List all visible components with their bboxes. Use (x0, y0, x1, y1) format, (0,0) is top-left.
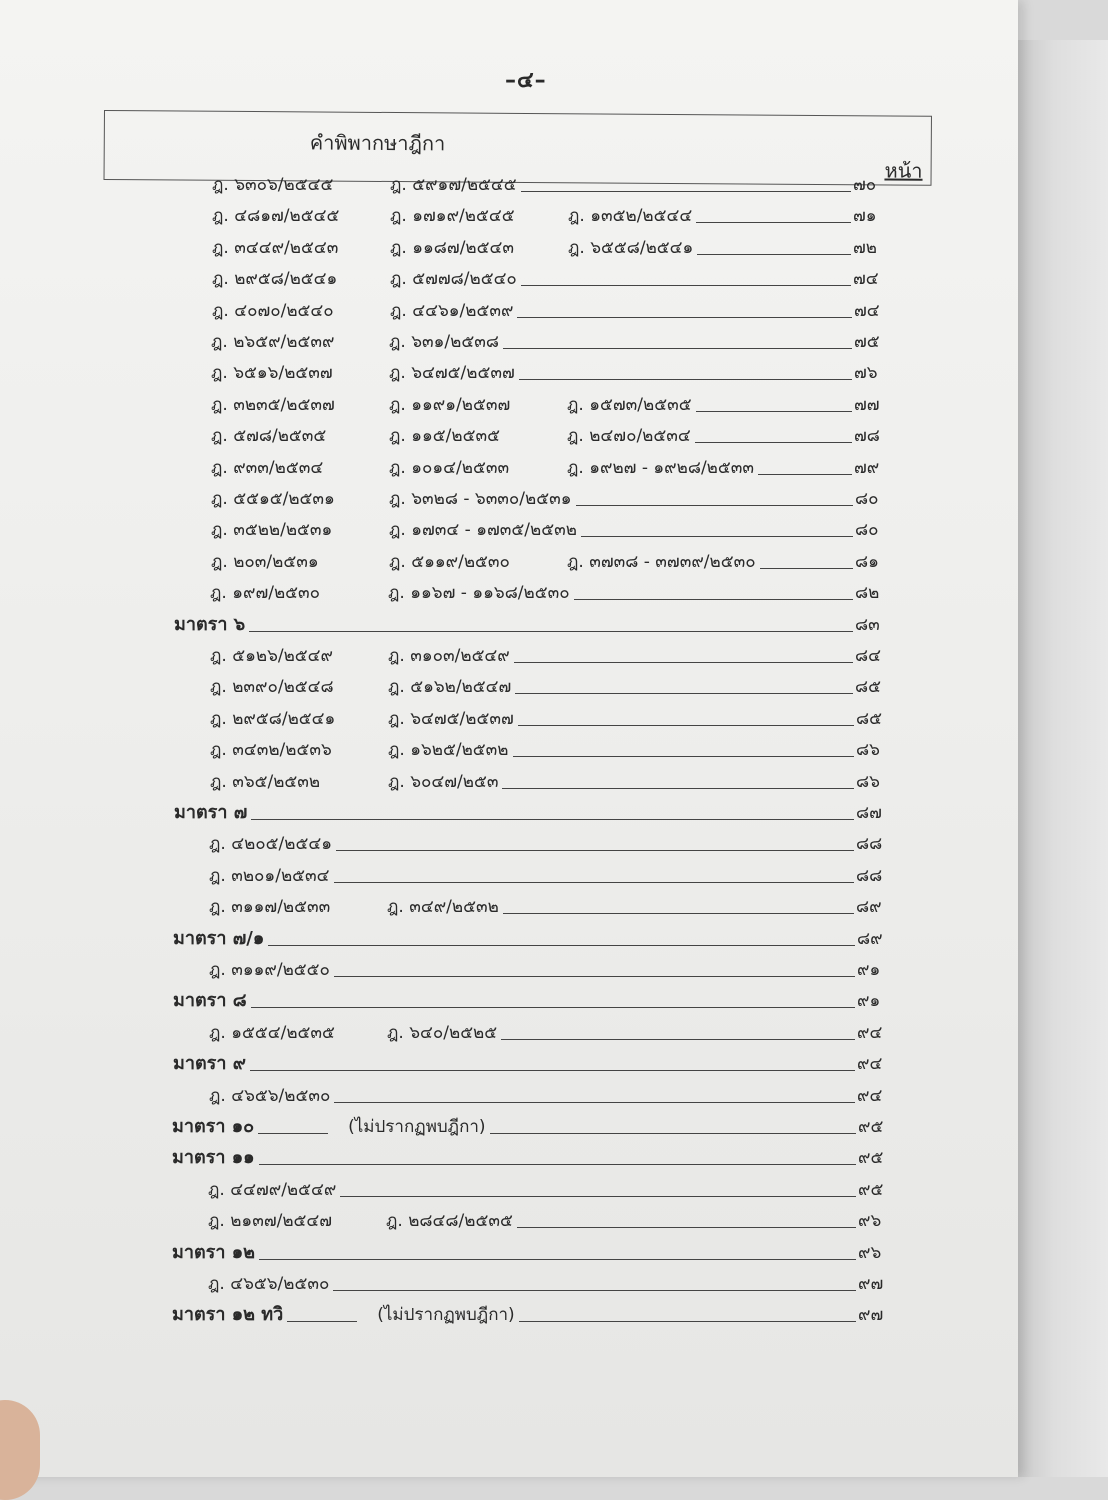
dot-leader (502, 788, 854, 789)
section-row (172, 1238, 898, 1266)
section-label: มาตรา ๑๒ (172, 1241, 255, 1263)
case-ref: ฎ. ๑๕๕๔/๒๕๓๕ (209, 1022, 335, 1043)
case-row (211, 421, 894, 449)
dot-leader (503, 348, 852, 349)
case-ref: ฎ. ๔๔๗๙/๒๕๔๙ (208, 1179, 337, 1200)
page-ref: ๙๔ (857, 1085, 883, 1106)
dot-leader (251, 819, 854, 820)
page-ref: ๙๑ (857, 991, 881, 1012)
dot-leader (249, 631, 853, 632)
page-ref: ๗๔ (854, 300, 880, 321)
dot-leader (259, 1164, 856, 1165)
page-ref: ๘๓ (855, 614, 880, 635)
case-ref: ฎ. ๑๑๖๗ - ๑๑๖๘/๒๕๓๐ (388, 583, 570, 604)
case-row (210, 767, 896, 795)
case-ref: ฎ. ๔๒๐๕/๒๕๔๑ (209, 834, 332, 855)
section-row (173, 1049, 897, 1077)
case-ref: ฎ. ๕๑๑๙/๒๕๓๐ (389, 551, 510, 572)
case-ref: ฎ. ๑๖๒๕/๒๕๓๒ (388, 740, 509, 761)
index-title: คำพิพากษาฎีกา (309, 130, 446, 156)
case-row (209, 829, 896, 857)
page-ref: ๗๑ (853, 206, 877, 227)
case-ref: ฎ. ๕๗๗๘/๒๕๔๐ (390, 269, 517, 290)
case-ref: ฎ. ๔๔๖๑/๒๕๓๙ (390, 300, 514, 321)
case-ref: ฎ. ๓๖๕/๒๕๓๒ (210, 771, 321, 792)
dot-leader (515, 693, 853, 694)
case-row (212, 170, 893, 198)
case-ref: ฎ. ๓๒๐๑/๒๕๓๔ (209, 865, 330, 886)
case-row (209, 1081, 897, 1109)
dot-leader (268, 945, 855, 946)
case-ref: ฎ. ๓๒๓๕/๒๕๓๗ (211, 394, 335, 415)
dot-leader (697, 254, 851, 255)
dot-leader (519, 1321, 856, 1322)
page-ref: ๙๔ (857, 1022, 883, 1043)
dot-leader (581, 536, 853, 537)
case-ref: ฎ. ๕๕๑๕/๒๕๓๑ (211, 489, 335, 509)
case-ref: ฎ. ๑๑๙๑/๒๕๓๗ (389, 394, 511, 415)
case-ref: ฎ. ๙๓๓/๒๕๓๔ (211, 457, 324, 478)
page-ref: ๗๘ (854, 426, 880, 447)
case-ref: ฎ. ๓๔๓๒/๒๕๓๖ (210, 740, 332, 761)
page-ref: ๘๒ (855, 583, 880, 604)
page-ref: ๙๖ (858, 1211, 882, 1232)
case-ref: ฎ. ๖๕๕๘/๒๕๔๑ (568, 237, 694, 258)
dot-leader (518, 725, 854, 726)
page-ref: ๘๕ (856, 708, 882, 729)
dot-leader (514, 662, 853, 663)
case-row (211, 358, 894, 386)
dot-leader (333, 1290, 856, 1291)
case-ref: ฎ. ๒๙๕๘/๒๕๔๑ (210, 708, 336, 729)
case-ref: ฎ. ๓๑๐๓/๒๕๔๙ (388, 646, 510, 666)
page-ref: ๗๒ (853, 237, 877, 258)
case-ref: ฎ. ๓๗๓๘ - ๓๗๓๙/๒๕๓๐ (567, 551, 756, 572)
section-row (174, 610, 895, 638)
case-row (210, 735, 896, 763)
dot-leader (336, 850, 854, 851)
page-ref: ๘๘ (856, 865, 883, 886)
case-row (211, 547, 895, 575)
dot-leader (503, 913, 854, 914)
page-ref: ๗๐ (853, 175, 877, 195)
case-ref: ฎ. ๑๓๕๒/๒๕๔๔ (568, 206, 693, 227)
dot-leader (334, 882, 854, 883)
dot-leader (287, 1321, 357, 1322)
page-ref: ๙๖ (858, 1242, 882, 1263)
page-ref: ๙๕ (858, 1117, 884, 1137)
dot-leader (490, 1133, 856, 1134)
section-row (172, 1300, 898, 1328)
page-number: –๔– (505, 68, 547, 93)
case-row (209, 955, 897, 983)
dot-leader (517, 1227, 856, 1228)
case-row (209, 861, 896, 889)
case-ref: ฎ. ๒๔๗๐/๒๕๓๔ (567, 426, 691, 447)
case-row (209, 1018, 897, 1046)
section-row (174, 798, 896, 826)
dot-leader (501, 1039, 855, 1040)
page-ref: ๙๕ (858, 1179, 884, 1200)
dot-leader (258, 1133, 328, 1134)
dot-leader (576, 505, 853, 506)
section-label: มาตรา ๙ (173, 1053, 246, 1075)
section-row (173, 924, 897, 952)
dot-leader (251, 1007, 855, 1008)
case-ref: ฎ. ๓๑๑๗/๒๕๓๓ (209, 897, 331, 918)
page-ref: ๗๔ (853, 269, 879, 290)
section-row (172, 1143, 898, 1171)
dot-leader (334, 1102, 855, 1103)
case-row (210, 672, 895, 700)
case-ref: ฎ. ๓๕๒๒/๒๕๓๑ (211, 520, 333, 541)
case-row (210, 641, 895, 669)
case-row (208, 1175, 898, 1203)
case-ref: ฎ. ๔๖๕๖/๒๕๓๐ (209, 1085, 331, 1106)
page-ref: ๘๗ (856, 803, 882, 823)
page-ref: ๘๐ (855, 520, 879, 541)
case-ref: ฎ. ๖๐๔๗/๒๕๓ (388, 771, 499, 792)
dot-leader (340, 1196, 856, 1197)
case-row (212, 233, 893, 261)
section-note: (ไม่ปรากฏพบฎีกา) (377, 1305, 515, 1326)
case-row (208, 1269, 898, 1297)
page-ref: ๗๗ (854, 394, 880, 415)
page-ref: ๘๑ (855, 551, 879, 572)
section-row (172, 1112, 898, 1140)
dot-leader (695, 442, 852, 443)
dot-leader (696, 222, 851, 223)
dot-leader (521, 191, 851, 192)
case-ref: ฎ. ๔๘๑๗/๒๕๔๕ (212, 206, 340, 227)
case-ref: ฎ. ๕๗๘/๒๕๓๕ (211, 426, 327, 447)
case-ref: ฎ. ๓๔๔๙/๒๕๔๓ (212, 237, 339, 258)
case-ref: ฎ. ๑๕๗๓/๒๕๓๕ (567, 394, 692, 415)
case-row (210, 578, 895, 606)
section-label: มาตรา ๗/๑ (173, 927, 265, 949)
case-ref: ฎ. ๑๙๗/๒๕๓๐ (210, 583, 321, 604)
page-ref: ๘๖ (856, 771, 880, 792)
page-ref: ๘๔ (855, 646, 881, 666)
case-row (208, 1206, 898, 1234)
case-ref: ฎ. ๖๕๑๖/๒๕๓๗ (211, 363, 333, 384)
case-ref: ฎ. ๒๐๓/๒๕๓๑ (211, 551, 319, 572)
section-note: (ไม่ปรากฏพบฎีกา) (348, 1117, 486, 1137)
page-ref: ๘๕ (855, 677, 881, 698)
dot-leader (519, 379, 852, 380)
section-label: มาตรา ๑๐ (172, 1116, 255, 1137)
dot-leader (513, 756, 854, 757)
case-ref: ฎ. ๖๓๒๘ - ๖๓๓๐/๒๕๓๑ (389, 489, 572, 509)
case-row (211, 484, 895, 512)
case-ref: ฎ. ๑๗๑๙/๒๕๔๕ (390, 206, 515, 227)
case-ref: ฎ. ๖๓๑/๒๕๓๘ (389, 332, 499, 352)
case-row (211, 327, 894, 355)
dot-leader (574, 599, 853, 600)
page-ref: ๗๙ (854, 457, 880, 478)
page-ref: ๘๘ (856, 834, 883, 855)
section-label: มาตรา ๑๑ (172, 1147, 255, 1169)
case-ref: ฎ. ๑๙๒๗ - ๑๙๒๘/๒๕๓๓ (567, 457, 754, 478)
case-row (211, 515, 895, 543)
thumb-photo-artifact (0, 1400, 40, 1500)
case-row (212, 264, 893, 292)
case-row (211, 390, 894, 418)
dot-leader (696, 411, 852, 412)
case-ref: ฎ. ๔๖๕๖/๒๕๓๐ (208, 1274, 330, 1294)
case-row (212, 201, 893, 229)
case-ref: ฎ. ๑๑๘๗/๒๕๔๓ (390, 237, 514, 258)
dot-leader (259, 1259, 856, 1260)
section-label: มาตรา ๗ (174, 802, 248, 823)
page-ref: ๙๗ (858, 1305, 884, 1326)
case-ref: ฎ. ๖๔๗๕/๒๕๓๗ (388, 708, 514, 729)
page-ref: ๙๗ (858, 1274, 884, 1294)
section-label: มาตรา ๘ (173, 990, 247, 1012)
dot-leader (250, 1070, 855, 1071)
case-ref: ฎ. ๖๔๗๕/๒๕๓๗ (389, 363, 515, 384)
case-row (212, 296, 894, 324)
case-ref: ฎ. ๒๘๔๘/๒๕๓๕ (386, 1211, 513, 1232)
case-ref: ฎ. ๑๐๑๔/๒๕๓๓ (389, 457, 510, 478)
next-page-edge (1018, 40, 1108, 1477)
page-ref: ๙๑ (857, 960, 881, 980)
page-ref: ๘๖ (856, 740, 880, 761)
case-ref: ฎ. ๓๑๑๙/๒๕๕๐ (209, 960, 330, 980)
case-ref: ฎ. ๕๑๒๖/๒๕๔๙ (210, 646, 333, 666)
page-ref: ๗๕ (854, 332, 880, 352)
page-ref: ๘๐ (855, 489, 879, 509)
dot-leader (758, 474, 852, 475)
case-row (209, 892, 896, 920)
case-ref: ฎ. ๔๐๗๐/๒๕๔๐ (212, 300, 334, 321)
dot-leader (334, 976, 855, 977)
case-row (210, 704, 896, 732)
case-ref: ฎ. ๒๙๕๘/๒๕๔๑ (212, 269, 338, 290)
case-ref: ฎ. ๖๓๐๖/๒๕๔๕ (212, 175, 334, 195)
case-ref: ฎ. ๒๖๕๙/๒๕๓๙ (211, 332, 335, 352)
case-ref: ฎ. ๒๓๙๐/๒๕๔๘ (210, 677, 334, 698)
page-ref: ๗๖ (854, 363, 878, 384)
section-row (173, 986, 897, 1014)
page-ref: ๙๔ (857, 1054, 883, 1075)
case-ref: ฎ. ๓๔๙/๒๕๓๒ (387, 897, 499, 918)
page-ref: ๘๙ (857, 928, 883, 949)
case-ref: ฎ. ๑๑๕/๒๕๓๕ (389, 426, 500, 447)
case-ref: ฎ. ๒๑๓๗/๒๕๔๗ (208, 1211, 333, 1232)
case-ref: ฎ. ๖๔๐/๒๕๒๕ (387, 1022, 498, 1043)
section-label: มาตรา ๖ (174, 613, 246, 635)
page-column-label: หน้า (884, 158, 923, 183)
page-ref: ๙๕ (858, 1148, 884, 1169)
dot-leader (517, 317, 852, 318)
case-ref: ฎ. ๕๑๖๒/๒๕๔๗ (388, 677, 512, 698)
case-ref: ฎ. ๑๗๓๔ - ๑๗๓๕/๒๕๓๒ (389, 520, 577, 541)
case-ref: ฎ. ๕๙๑๗/๒๕๔๕ (390, 175, 517, 195)
page-ref: ๘๙ (856, 897, 882, 918)
dot-leader (760, 568, 853, 569)
section-label: มาตรา ๑๒ ทวิ (172, 1304, 284, 1326)
dot-leader (521, 285, 851, 286)
case-row (211, 453, 894, 481)
